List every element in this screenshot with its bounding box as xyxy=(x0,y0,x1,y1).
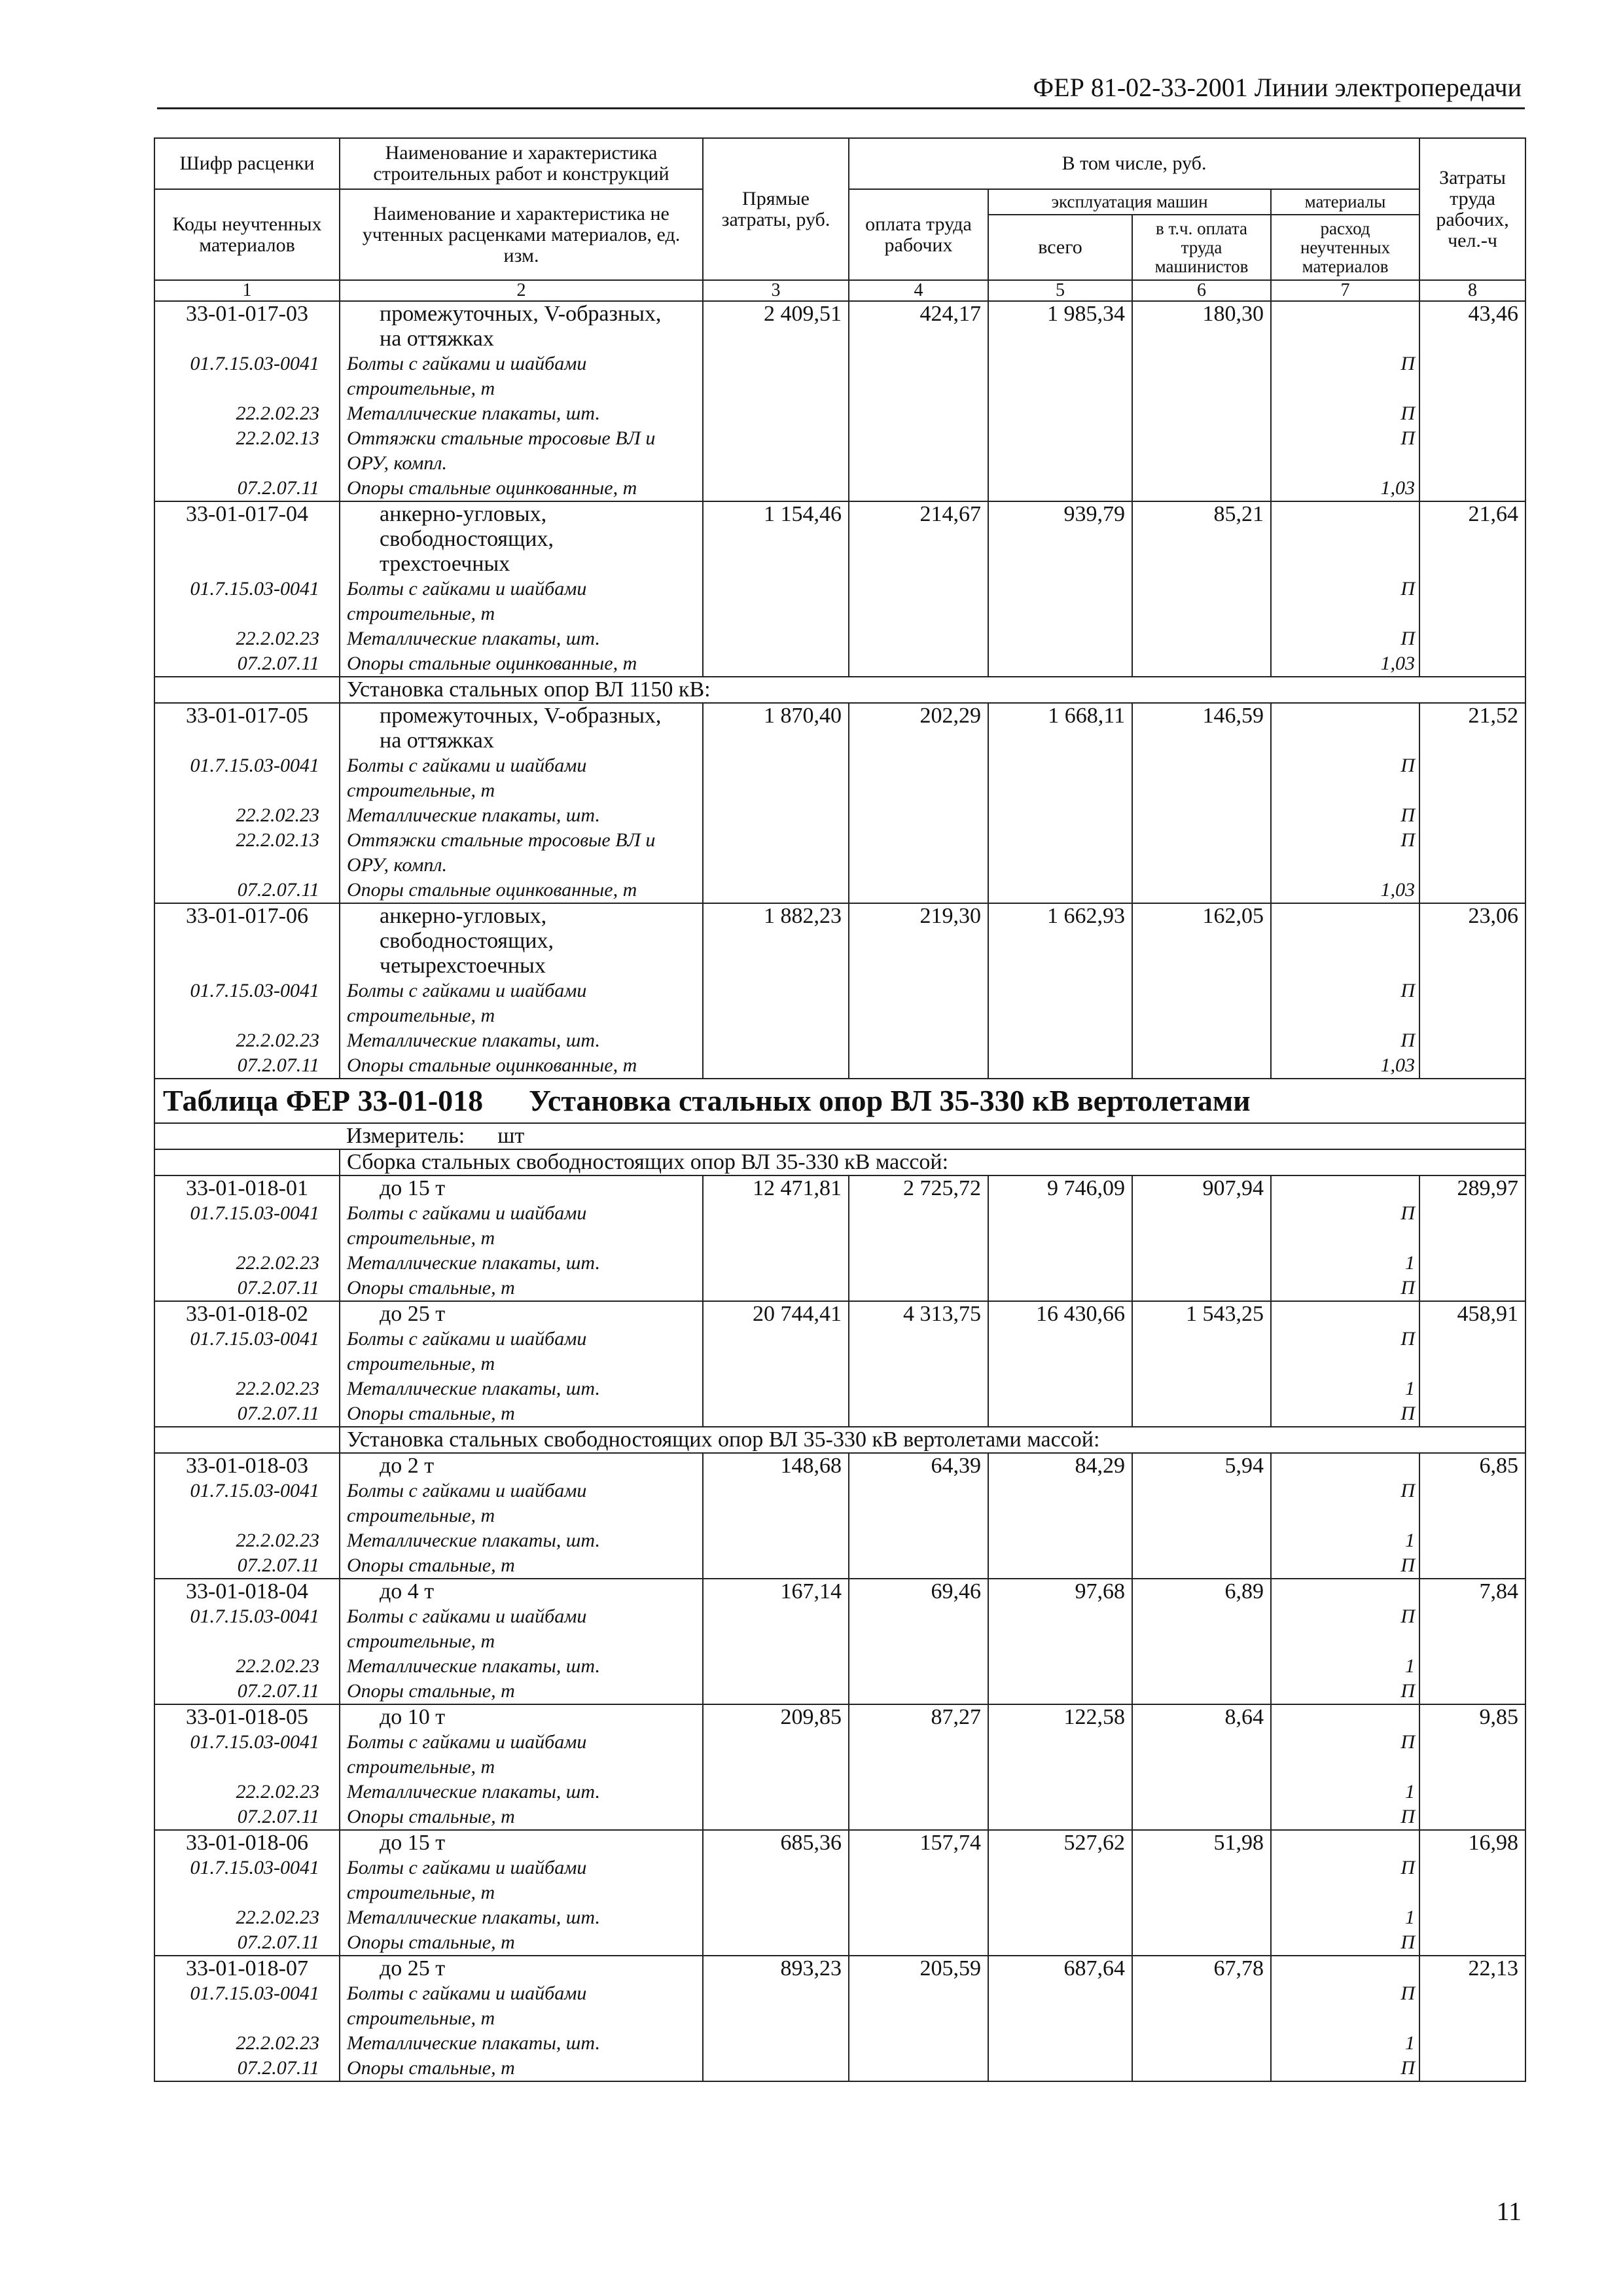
direct-cost: 1 154,46 xyxy=(703,501,849,527)
table-row xyxy=(154,1301,1525,1327)
material-code: 07.2.07.11 xyxy=(154,2056,340,2081)
labor-pay: 4 313,75 xyxy=(849,1301,988,1327)
table-subtitle: Установка стальных опор ВЛ 35-330 кВ вертолетами xyxy=(529,1084,1251,1117)
direct-cost: 148,68 xyxy=(703,1453,849,1479)
material-row xyxy=(154,803,1525,828)
col-number: 2 xyxy=(340,280,703,301)
material-code: 01.7.15.03-0041 xyxy=(154,1479,340,1503)
material-quantity: П xyxy=(1271,1804,1419,1830)
material-name: Металлические плакаты, шт. xyxy=(340,803,703,828)
machinists-pay: 146,59 xyxy=(1132,703,1271,728)
col-number: 3 xyxy=(703,280,849,301)
material-row xyxy=(154,1804,1525,1830)
material-name: Оттяжки стальные тросовые ВЛ и xyxy=(340,828,703,853)
material-row xyxy=(154,426,1525,451)
material-code: 01.7.15.03-0041 xyxy=(154,753,340,778)
material-name: строительные, т xyxy=(340,1003,703,1028)
material-code: 22.2.02.23 xyxy=(154,1251,340,1276)
material-quantity: П xyxy=(1271,426,1419,451)
material-name: строительные, т xyxy=(340,1629,703,1654)
material-name: Болты с гайками и шайбами xyxy=(340,1327,703,1352)
material-name: Опоры стальные, т xyxy=(340,1679,703,1704)
material-name: Металлические плакаты, шт. xyxy=(340,1028,703,1053)
labor-pay: 424,17 xyxy=(849,301,988,327)
material-name: строительные, т xyxy=(340,1226,703,1251)
material-name: Болты с гайками и шайбами xyxy=(340,577,703,601)
material-row xyxy=(154,401,1525,426)
material-row xyxy=(154,476,1525,501)
labor-pay: 69,46 xyxy=(849,1579,988,1604)
labor-hours: 6,85 xyxy=(1419,1453,1525,1479)
labor-hours: 9,85 xyxy=(1419,1704,1525,1730)
work-name: анкерно-угловых, xyxy=(340,501,703,527)
material-quantity: 1,03 xyxy=(1271,1053,1419,1079)
labor-hours: 7,84 xyxy=(1419,1579,1525,1604)
work-name: до 10 т xyxy=(340,1704,703,1730)
table-title: Таблица ФЕР 33-01-018 xyxy=(163,1084,484,1117)
section-heading-row xyxy=(154,1427,1525,1453)
material-name: Опоры стальные оцинкованные, т xyxy=(340,1053,703,1079)
material-name: Болты с гайками и шайбами xyxy=(340,1730,703,1755)
material-code: 01.7.15.03-0041 xyxy=(154,351,340,376)
table-row xyxy=(154,1579,1525,1604)
direct-cost: 893,23 xyxy=(703,1956,849,1981)
rate-code: 33-01-018-03 xyxy=(154,1453,340,1479)
material-code: 07.2.07.11 xyxy=(154,1401,340,1427)
table-title-row xyxy=(154,1079,1525,1123)
material-code: 07.2.07.11 xyxy=(154,476,340,501)
material-code: 01.7.15.03-0041 xyxy=(154,1327,340,1352)
material-name: ОРУ, компл. xyxy=(340,853,703,878)
table-row xyxy=(154,1704,1525,1730)
material-name: Опоры стальные, т xyxy=(340,1930,703,1956)
material-row xyxy=(154,1604,1525,1629)
material-name: строительные, т xyxy=(340,778,703,803)
col-number: 8 xyxy=(1419,280,1525,301)
machines-total: 687,64 xyxy=(988,1956,1132,1981)
col-materials-sub-header: расход неучтенных материалов xyxy=(1271,215,1419,280)
labor-pay: 87,27 xyxy=(849,1704,988,1730)
meter-row xyxy=(154,1123,1525,1149)
labor-hours: 21,52 xyxy=(1419,703,1525,728)
material-code: 07.2.07.11 xyxy=(154,1679,340,1704)
machinists-pay: 1 543,25 xyxy=(1132,1301,1271,1327)
work-name: анкерно-угловых, xyxy=(340,903,703,929)
meter-unit: шт xyxy=(497,1124,525,1148)
material-name: Опоры стальные, т xyxy=(340,1276,703,1301)
material-row xyxy=(154,2056,1525,2081)
direct-cost: 685,36 xyxy=(703,1830,849,1856)
table-row xyxy=(154,501,1525,527)
material-code: 22.2.02.23 xyxy=(154,1528,340,1553)
col-machines-total-header: всего xyxy=(988,215,1132,280)
material-code: 22.2.02.13 xyxy=(154,426,340,451)
material-row xyxy=(154,1930,1525,1956)
material-code: 07.2.07.11 xyxy=(154,1553,340,1579)
material-quantity: 1,03 xyxy=(1271,476,1419,501)
material-quantity: П xyxy=(1271,626,1419,651)
machinists-pay: 907,94 xyxy=(1132,1175,1271,1201)
material-code: 22.2.02.23 xyxy=(154,1376,340,1401)
col-materials-header: материалы xyxy=(1271,189,1419,215)
material-row xyxy=(154,753,1525,778)
machinists-pay: 5,94 xyxy=(1132,1453,1271,1479)
col-number: 5 xyxy=(988,280,1132,301)
material-quantity: П xyxy=(1271,1553,1419,1579)
col-labor-pay-header: оплата труда рабочих xyxy=(849,189,988,280)
labor-pay: 64,39 xyxy=(849,1453,988,1479)
machines-total: 122,58 xyxy=(988,1704,1132,1730)
material-row xyxy=(154,1276,1525,1301)
direct-cost: 209,85 xyxy=(703,1704,849,1730)
material-code: 22.2.02.13 xyxy=(154,828,340,853)
rate-code: 33-01-018-04 xyxy=(154,1579,340,1604)
material-name: Опоры стальные, т xyxy=(340,1553,703,1579)
labor-hours: 23,06 xyxy=(1419,903,1525,929)
material-quantity: П xyxy=(1271,351,1419,376)
labor-hours: 16,98 xyxy=(1419,1830,1525,1856)
material-code: 22.2.02.23 xyxy=(154,626,340,651)
work-name: на оттяжках xyxy=(340,327,703,351)
rate-code: 33-01-018-05 xyxy=(154,1704,340,1730)
material-row xyxy=(154,1327,1525,1352)
material-quantity: П xyxy=(1271,1604,1419,1629)
labor-pay: 202,29 xyxy=(849,703,988,728)
rates-table xyxy=(154,137,1526,2082)
section-heading-row xyxy=(154,1149,1525,1175)
material-code: 22.2.02.23 xyxy=(154,1780,340,1804)
direct-cost: 20 744,41 xyxy=(703,1301,849,1327)
material-code: 22.2.02.23 xyxy=(154,401,340,426)
material-name: Опоры стальные оцинкованные, т xyxy=(340,878,703,903)
material-row xyxy=(154,1730,1525,1755)
material-code: 07.2.07.11 xyxy=(154,1276,340,1301)
material-name: Опоры стальные оцинкованные, т xyxy=(340,476,703,501)
material-row xyxy=(154,1654,1525,1679)
material-row xyxy=(154,1376,1525,1401)
material-quantity: 1,03 xyxy=(1271,878,1419,903)
table-row xyxy=(154,301,1525,327)
material-name: строительные, т xyxy=(340,601,703,626)
material-quantity: П xyxy=(1271,978,1419,1003)
material-name: Металлические плакаты, шт. xyxy=(340,401,703,426)
material-row xyxy=(154,577,1525,601)
material-name: Опоры стальные, т xyxy=(340,1401,703,1427)
table-row xyxy=(154,703,1525,728)
material-row xyxy=(154,978,1525,1003)
direct-cost: 2 409,51 xyxy=(703,301,849,327)
running-title: ФЕР 81-02-33-2001 Линии электропередачи xyxy=(1033,73,1522,102)
labor-hours: 22,13 xyxy=(1419,1956,1525,1981)
table-row xyxy=(154,1956,1525,1981)
machines-total: 1 668,11 xyxy=(988,703,1132,728)
material-row xyxy=(154,878,1525,903)
material-code: 01.7.15.03-0041 xyxy=(154,978,340,1003)
material-code: 07.2.07.11 xyxy=(154,651,340,677)
material-quantity: П xyxy=(1271,803,1419,828)
material-quantity: П xyxy=(1271,1401,1419,1427)
material-name: Болты с гайками и шайбами xyxy=(340,1981,703,2006)
machines-total: 1 662,93 xyxy=(988,903,1132,929)
section-heading: Установка стальных свободностоящих опор ВЛ 35-330 кВ вертолетами массой: xyxy=(340,1427,1525,1453)
material-row xyxy=(154,1479,1525,1503)
material-code: 22.2.02.23 xyxy=(154,1028,340,1053)
material-row xyxy=(154,1251,1525,1276)
machinists-pay: 67,78 xyxy=(1132,1956,1271,1981)
material-quantity: П xyxy=(1271,577,1419,601)
material-quantity: П xyxy=(1271,1679,1419,1704)
page-number: 11 xyxy=(1496,2197,1522,2226)
material-code: 07.2.07.11 xyxy=(154,1053,340,1079)
work-name: на оттяжках xyxy=(340,728,703,753)
machines-total: 84,29 xyxy=(988,1453,1132,1479)
machinists-pay: 6,89 xyxy=(1132,1579,1271,1604)
material-quantity: 1 xyxy=(1271,1376,1419,1401)
rate-code: 33-01-017-04 xyxy=(154,501,340,527)
material-name: Металлические плакаты, шт. xyxy=(340,1905,703,1930)
material-code: 01.7.15.03-0041 xyxy=(154,577,340,601)
material-name: Болты с гайками и шайбами xyxy=(340,978,703,1003)
material-row xyxy=(154,828,1525,853)
material-row xyxy=(154,1856,1525,1880)
col-machinists-pay-header: в т.ч. оплата труда машинистов xyxy=(1132,215,1271,280)
material-row xyxy=(154,1528,1525,1553)
labor-hours: 21,64 xyxy=(1419,501,1525,527)
material-name: Металлические плакаты, шт. xyxy=(340,2031,703,2056)
table-row xyxy=(154,1175,1525,1201)
labor-hours: 458,91 xyxy=(1419,1301,1525,1327)
material-name: Болты с гайками и шайбами xyxy=(340,1856,703,1880)
machines-total: 527,62 xyxy=(988,1830,1132,1856)
direct-cost: 1 870,40 xyxy=(703,703,849,728)
material-quantity: П xyxy=(1271,1981,1419,2006)
col-number: 1 xyxy=(154,280,340,301)
material-name: Болты с гайками и шайбами xyxy=(340,1604,703,1629)
labor-pay: 214,67 xyxy=(849,501,988,527)
material-quantity: 1 xyxy=(1271,1528,1419,1553)
material-quantity: П xyxy=(1271,1479,1419,1503)
material-code: 01.7.15.03-0041 xyxy=(154,1201,340,1226)
material-code: 22.2.02.23 xyxy=(154,1654,340,1679)
meter-label: Измеритель: xyxy=(346,1124,465,1148)
rate-code: 33-01-017-05 xyxy=(154,703,340,728)
material-code: 01.7.15.03-0041 xyxy=(154,1981,340,2006)
table-row xyxy=(154,1830,1525,1856)
material-name: Металлические плакаты, шт. xyxy=(340,1780,703,1804)
work-name: до 25 т xyxy=(340,1301,703,1327)
work-name: промежуточных, V-образных, xyxy=(340,703,703,728)
material-code: 07.2.07.11 xyxy=(154,1804,340,1830)
material-name: Болты с гайками и шайбами xyxy=(340,753,703,778)
material-quantity: П xyxy=(1271,828,1419,853)
material-code: 01.7.15.03-0041 xyxy=(154,1730,340,1755)
section-heading: Сборка стальных свободностоящих опор ВЛ 35-330 кВ массой: xyxy=(340,1149,1525,1175)
machines-total: 9 746,09 xyxy=(988,1175,1132,1201)
material-name: Металлические плакаты, шт. xyxy=(340,626,703,651)
rate-code: 33-01-017-03 xyxy=(154,301,340,327)
machines-total: 97,68 xyxy=(988,1579,1132,1604)
material-name: строительные, т xyxy=(340,1755,703,1780)
material-name: строительные, т xyxy=(340,376,703,401)
material-name: Болты с гайками и шайбами xyxy=(340,1479,703,1503)
material-row xyxy=(154,1905,1525,1930)
col-name-unaccounted-header: Наименование и характеристика не учтенных расценками материалов, ед. изм. xyxy=(340,189,703,280)
material-name: строительные, т xyxy=(340,2006,703,2031)
direct-cost: 167,14 xyxy=(703,1579,849,1604)
material-name: Оттяжки стальные тросовые ВЛ и xyxy=(340,426,703,451)
work-name: четырехстоечных xyxy=(340,954,703,978)
material-row xyxy=(154,1553,1525,1579)
material-row xyxy=(154,1401,1525,1427)
work-name: промежуточных, V-образных, xyxy=(340,301,703,327)
work-name: трехстоечных xyxy=(340,552,703,577)
material-code: 01.7.15.03-0041 xyxy=(154,1604,340,1629)
material-quantity: 1 xyxy=(1271,2031,1419,2056)
labor-hours: 289,97 xyxy=(1419,1175,1525,1201)
material-row xyxy=(154,651,1525,677)
work-name: до 2 т xyxy=(340,1453,703,1479)
material-name: Болты с гайками и шайбами xyxy=(340,1201,703,1226)
material-row xyxy=(154,1201,1525,1226)
col-machines-header: эксплуатация машин xyxy=(988,189,1271,215)
column-numbers-row xyxy=(154,280,1525,301)
col-name-header: Наименование и характеристика строительных работ и конструкций xyxy=(340,138,703,189)
rate-code: 33-01-018-01 xyxy=(154,1175,340,1201)
machines-total: 16 430,66 xyxy=(988,1301,1132,1327)
material-code: 07.2.07.11 xyxy=(154,878,340,903)
material-name: ОРУ, компл. xyxy=(340,451,703,476)
machinists-pay: 51,98 xyxy=(1132,1830,1271,1856)
material-name: Опоры стальные оцинкованные, т xyxy=(340,651,703,677)
machinists-pay: 85,21 xyxy=(1132,501,1271,527)
material-row xyxy=(154,1981,1525,2006)
rate-code: 33-01-018-06 xyxy=(154,1830,340,1856)
material-name: Металлические плакаты, шт. xyxy=(340,1376,703,1401)
material-quantity: П xyxy=(1271,1730,1419,1755)
labor-pay: 205,59 xyxy=(849,1956,988,1981)
work-name: до 15 т xyxy=(340,1830,703,1856)
work-name: свободностоящих, xyxy=(340,929,703,954)
labor-pay: 2 725,72 xyxy=(849,1175,988,1201)
material-name: Опоры стальные, т xyxy=(340,1804,703,1830)
section-heading-row xyxy=(154,677,1525,703)
labor-pay: 157,74 xyxy=(849,1830,988,1856)
labor-hours: 43,46 xyxy=(1419,301,1525,327)
col-number: 7 xyxy=(1271,280,1419,301)
table-row xyxy=(154,903,1525,929)
labor-pay: 219,30 xyxy=(849,903,988,929)
material-name: строительные, т xyxy=(340,1352,703,1376)
material-row xyxy=(154,2031,1525,2056)
direct-cost: 12 471,81 xyxy=(703,1175,849,1201)
material-name: строительные, т xyxy=(340,1503,703,1528)
material-name: Металлические плакаты, шт. xyxy=(340,1528,703,1553)
direct-cost: 1 882,23 xyxy=(703,903,849,929)
section-heading: Установка стальных опор ВЛ 1150 кВ: xyxy=(340,677,1525,703)
material-code: 22.2.02.23 xyxy=(154,1905,340,1930)
material-quantity: П xyxy=(1271,1028,1419,1053)
work-name: до 4 т xyxy=(340,1579,703,1604)
material-quantity: П xyxy=(1271,401,1419,426)
col-number: 4 xyxy=(849,280,988,301)
material-code: 01.7.15.03-0041 xyxy=(154,1856,340,1880)
rate-code: 33-01-018-02 xyxy=(154,1301,340,1327)
machinists-pay: 180,30 xyxy=(1132,301,1271,327)
material-quantity: 1,03 xyxy=(1271,651,1419,677)
machines-total: 1 985,34 xyxy=(988,301,1132,327)
material-code: 07.2.07.11 xyxy=(154,1930,340,1956)
material-quantity: П xyxy=(1271,753,1419,778)
work-name: до 15 т xyxy=(340,1175,703,1201)
material-quantity: 1 xyxy=(1271,1654,1419,1679)
col-code-header: Шифр расценки xyxy=(154,138,340,189)
material-quantity: П xyxy=(1271,1201,1419,1226)
material-quantity: П xyxy=(1271,1930,1419,1956)
material-row xyxy=(154,351,1525,376)
work-name: до 25 т xyxy=(340,1956,703,1981)
col-codes-unaccounted-header: Коды неучтенных материалов xyxy=(154,189,340,280)
material-row xyxy=(154,1679,1525,1704)
col-labor-header: Затраты труда рабочих, чел.-ч xyxy=(1419,138,1525,280)
material-row xyxy=(154,1780,1525,1804)
material-code: 22.2.02.23 xyxy=(154,2031,340,2056)
col-direct-header: Прямые затраты, руб. xyxy=(703,138,849,280)
material-name: Опоры стальные, т xyxy=(340,2056,703,2081)
material-quantity: П xyxy=(1271,1276,1419,1301)
material-name: Болты с гайками и шайбами xyxy=(340,351,703,376)
col-number: 6 xyxy=(1132,280,1271,301)
machines-total: 939,79 xyxy=(988,501,1132,527)
machinists-pay: 8,64 xyxy=(1132,1704,1271,1730)
header-rule xyxy=(157,107,1525,109)
material-name: Металлические плакаты, шт. xyxy=(340,1654,703,1679)
material-row xyxy=(154,1053,1525,1079)
material-quantity: П xyxy=(1271,1327,1419,1352)
rate-code: 33-01-017-06 xyxy=(154,903,340,929)
material-quantity: П xyxy=(1271,2056,1419,2081)
work-name: свободностоящих, xyxy=(340,527,703,552)
material-row xyxy=(154,1028,1525,1053)
rate-code: 33-01-018-07 xyxy=(154,1956,340,1981)
table-row xyxy=(154,1453,1525,1479)
material-quantity: П xyxy=(1271,1856,1419,1880)
material-quantity: 1 xyxy=(1271,1905,1419,1930)
material-name: Металлические плакаты, шт. xyxy=(340,1251,703,1276)
material-name: строительные, т xyxy=(340,1880,703,1905)
material-row xyxy=(154,626,1525,651)
machinists-pay: 162,05 xyxy=(1132,903,1271,929)
col-including-header: В том числе, руб. xyxy=(849,138,1419,189)
material-quantity: 1 xyxy=(1271,1251,1419,1276)
material-quantity: 1 xyxy=(1271,1780,1419,1804)
material-code: 22.2.02.23 xyxy=(154,803,340,828)
